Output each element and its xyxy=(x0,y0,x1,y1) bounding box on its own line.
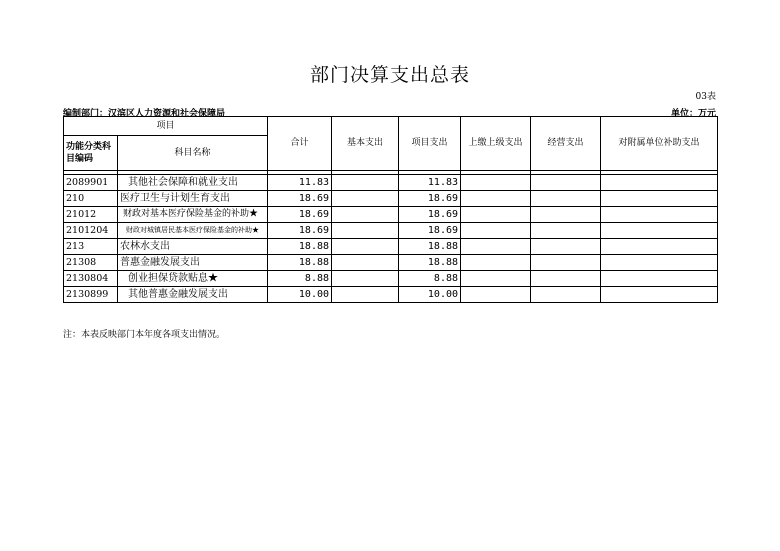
header-basic: 基本支出 xyxy=(332,117,399,171)
row-basic xyxy=(332,287,399,303)
row-total: 18.69 xyxy=(268,223,332,239)
row-code: 210 xyxy=(64,191,118,207)
row-total: 11.83 xyxy=(268,175,332,191)
row-name: 创业担保贷款贴息★ xyxy=(118,271,268,287)
table-row xyxy=(64,207,718,223)
row-business xyxy=(531,191,601,207)
row-basic xyxy=(332,239,399,255)
row-code: 21012 xyxy=(64,207,118,223)
row-basic xyxy=(332,191,399,207)
row-name: 其他普惠金融发展支出 xyxy=(118,287,268,303)
row-business xyxy=(531,207,601,223)
header-code: 功能分类科目编码 xyxy=(64,136,118,171)
row-code: 2089901 xyxy=(64,175,118,191)
row-upper xyxy=(461,239,531,255)
row-total: 18.88 xyxy=(268,239,332,255)
header-business: 经营支出 xyxy=(531,117,601,171)
row-project: 18.88 xyxy=(399,255,461,271)
row-project: 11.83 xyxy=(399,175,461,191)
row-basic xyxy=(332,255,399,271)
row-upper xyxy=(461,271,531,287)
row-name: 财政对基本医疗保险基金的补助★ xyxy=(118,207,268,223)
row-business xyxy=(531,223,601,239)
row-subsidy xyxy=(601,223,718,239)
row-name: 其他社会保障和就业支出 xyxy=(118,175,268,191)
table-row xyxy=(64,175,718,191)
row-subsidy xyxy=(601,175,718,191)
header-project: 项目支出 xyxy=(399,117,461,171)
row-business xyxy=(531,175,601,191)
header-upper: 上缴上级支出 xyxy=(461,117,531,171)
row-project: 18.69 xyxy=(399,191,461,207)
row-subsidy xyxy=(601,207,718,223)
row-subsidy xyxy=(601,287,718,303)
row-project: 18.69 xyxy=(399,223,461,239)
row-code: 2130804 xyxy=(64,271,118,287)
row-business xyxy=(531,271,601,287)
row-subsidy xyxy=(601,239,718,255)
row-upper xyxy=(461,255,531,271)
row-upper xyxy=(461,191,531,207)
table-row xyxy=(64,271,718,287)
row-total: 18.69 xyxy=(268,191,332,207)
row-upper xyxy=(461,207,531,223)
table-row xyxy=(64,191,718,207)
row-project: 18.88 xyxy=(399,239,461,255)
table-row xyxy=(64,239,718,255)
table-row xyxy=(64,287,718,303)
row-name: 财政对城镇居民基本医疗保险基金的补助★ xyxy=(118,223,268,239)
row-subsidy xyxy=(601,191,718,207)
row-subsidy xyxy=(601,255,718,271)
expenditure-table xyxy=(63,116,718,303)
footnote: 注：本表反映部门本年度各项支出情况。 xyxy=(63,330,226,340)
row-basic xyxy=(332,223,399,239)
row-total: 10.00 xyxy=(268,287,332,303)
row-project: 8.88 xyxy=(399,271,461,287)
row-name: 普惠金融发展支出 xyxy=(118,255,268,271)
row-total: 8.88 xyxy=(268,271,332,287)
table-row xyxy=(64,223,718,239)
row-name: 医疗卫生与计划生育支出 xyxy=(118,191,268,207)
row-upper xyxy=(461,287,531,303)
header-total: 合计 xyxy=(268,117,332,171)
row-code: 21308 xyxy=(64,255,118,271)
department-label: 编制部门：汉滨区人力资源和社会保障局 xyxy=(63,109,226,119)
row-upper xyxy=(461,223,531,239)
row-subsidy xyxy=(601,271,718,287)
row-code: 213 xyxy=(64,239,118,255)
row-code: 2130899 xyxy=(64,287,118,303)
row-basic xyxy=(332,207,399,223)
row-code: 2101204 xyxy=(64,223,118,239)
page-title: 部门决算支出总表 xyxy=(309,64,470,86)
row-project: 10.00 xyxy=(399,287,461,303)
row-total: 18.69 xyxy=(268,207,332,223)
table-row xyxy=(64,255,718,271)
unit-label: 单位：万元 xyxy=(670,109,716,119)
row-upper xyxy=(461,175,531,191)
header-subsidy: 对附属单位补助支出 xyxy=(601,117,718,171)
row-business xyxy=(531,255,601,271)
row-total: 18.88 xyxy=(268,255,332,271)
header-item: 项目 xyxy=(64,117,268,136)
form-number: 03表 xyxy=(695,92,716,102)
row-business xyxy=(531,239,601,255)
row-basic xyxy=(332,271,399,287)
row-business xyxy=(531,287,601,303)
row-basic xyxy=(332,175,399,191)
row-project: 18.69 xyxy=(399,207,461,223)
header-name: 科目名称 xyxy=(118,136,268,171)
row-name: 农林水支出 xyxy=(118,239,268,255)
